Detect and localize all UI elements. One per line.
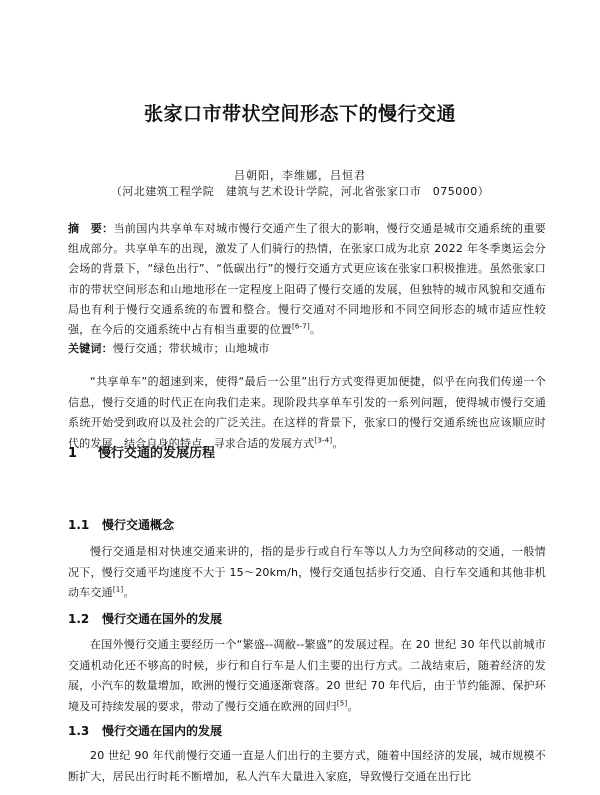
- paper-title: 张家口市带状空间形态下的慢行交通: [143, 103, 456, 125]
- section-1-2-citation: [5]: [336, 698, 348, 707]
- section-1-2-number: 1.2: [68, 612, 90, 626]
- section-1-heading: [68, 442, 215, 461]
- section-1-1-text: 慢行交通是相对快速交通来讲的，指的是步行或自行车等以人力为空间移动的交通，一般情况下，慢行交通平均速度不大于 15～20km/h，慢行交通包括步行交通、自行车交通和其他非机动车交通: [68, 545, 546, 599]
- section-1-3-number: 1.3: [68, 724, 90, 738]
- section-1-1-paragraph: [68, 542, 546, 604]
- section-1-2-heading: [68, 610, 222, 627]
- section-1-3-paragraph: [68, 746, 546, 787]
- section-1-number: 1: [68, 446, 78, 461]
- authors: 吕朝阳，李维娜，吕恒君: [234, 169, 366, 182]
- abstract-citation: [6-7]: [292, 322, 310, 331]
- affiliation: （河北建筑工程学院 建筑与艺术设计学院，河北省张家口市 075000）: [110, 185, 490, 198]
- section-1-1-title: 慢行交通概念: [102, 518, 175, 532]
- abstract-text: 当前国内共享单车对城市慢行交通产生了很大的影响，慢行交通是城市交通系统的重要组成部分。共享单车的出现，激发了人们骑行的热情，在张家口成为北京 2022 年冬季奥运会分会场的背景下，“绿色出行”、“低碳出行”的慢行交通方式更应该在张家口积极推进。虽然张家口市的带状空间形态和山地地形在一定程度上阻碍了慢行交通的发展，但独特的城市风貌和交通布局也有利于慢行交通系统的布置和整合。慢行交通对不同地形和不同空间形态的城市适应性较强，在今后的交通系统中占有相当重要的位置: [68, 222, 546, 337]
- section-1-1-end: 。: [123, 586, 135, 599]
- intro-citation: [3-4]: [314, 435, 333, 444]
- abstract-label: 摘 要：: [68, 222, 114, 235]
- section-1-3-text: 20 世纪 90 年代前慢行交通一直是人们出行的主要方式，随着中国经济的发展，城市规模不断扩大，居民出行时耗不断增加，私人汽车大量进入家庭，导致慢行交通在出行比: [68, 749, 546, 783]
- keywords-label: 关键词：: [68, 342, 113, 355]
- section-1-3-title: 慢行交通在国内的发展: [102, 724, 223, 738]
- abstract: [68, 219, 546, 340]
- keywords: [68, 340, 546, 356]
- intro-text: “共享单车”的超速到来，使得“最后一公里”出行方式变得更加便捷，似乎在向我们传递一个信息，慢行交通的时代正在向我们走来。现阶段共享单车引发的一系列问题，使得城市慢行交通系统开始受到政府以及社会的广泛关注。在这样的背景下，张家口的慢行交通系统也应该顺应时代的发展，结合自身的特点，寻求合适的发展方式: [68, 375, 546, 450]
- abstract-end: 。: [309, 323, 322, 337]
- section-1-1-number: 1.1: [68, 518, 90, 532]
- section-1-2-paragraph: [68, 635, 546, 717]
- section-1-2-text: 在国外慢行交通主要经历一个“繁盛--凋敝--繁盛”的发展过程。在 20 世纪 30 年代以前城市交通机动化还不够高的时候，步行和自行车是人们主要的出行方式。二战结束后，随着经济的发展，小汽车的数量增加，欧洲的慢行交通逐渐衰落。20 世纪 70 年代后，由于节约能源、保护环境及可持续发展的要求，带动了慢行交通在欧洲的回归: [68, 638, 546, 713]
- keywords-text: 慢行交通；带状城市；山地城市: [112, 342, 270, 355]
- section-1-1-citation: [1]: [112, 585, 124, 594]
- section-1-1-heading: [68, 516, 174, 533]
- intro-end: 。: [332, 436, 344, 450]
- section-1-title: 慢行交通的发展历程: [98, 446, 216, 461]
- section-1-2-title: 慢行交通在国外的发展: [102, 612, 223, 626]
- section-1-3-heading: [68, 722, 222, 739]
- section-1-2-end: 。: [347, 699, 359, 713]
